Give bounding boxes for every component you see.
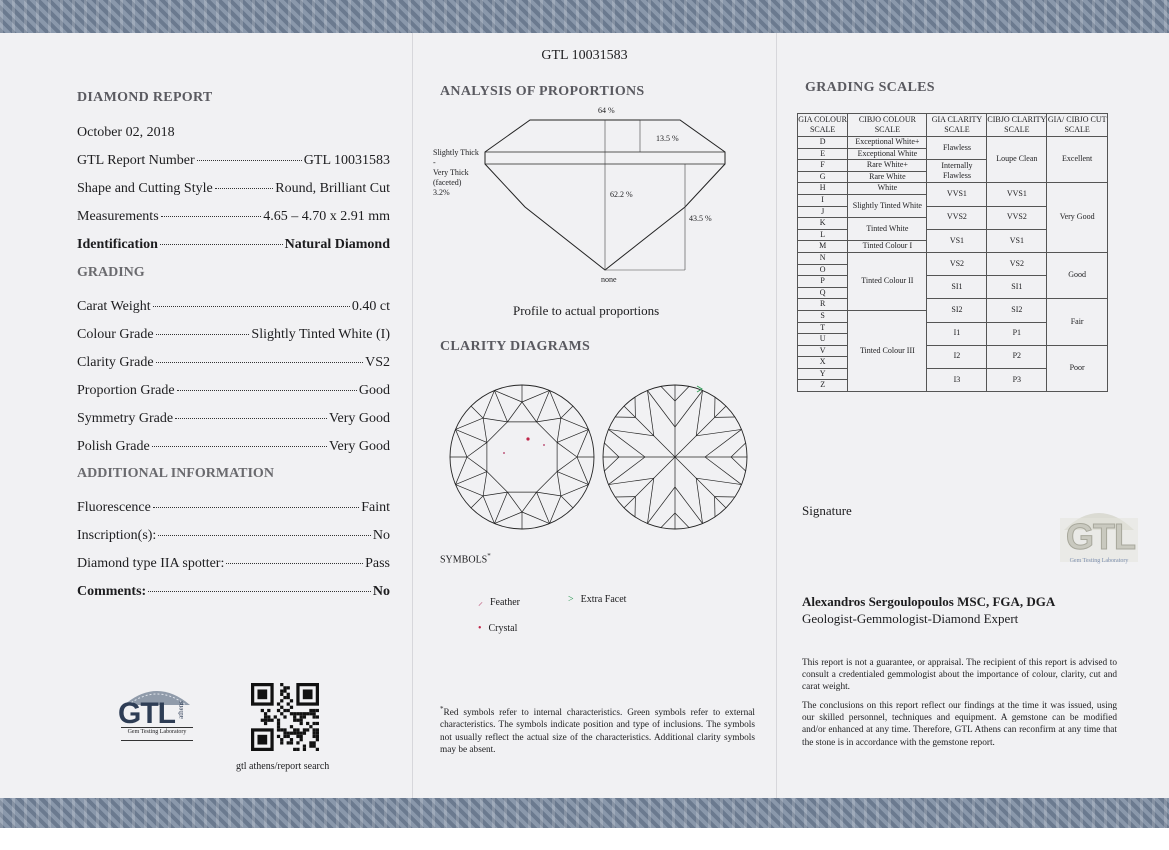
symbols-title	[440, 552, 491, 565]
detail-value: 4.65 – 4.70 x 2.91 mm	[263, 209, 390, 224]
analysis-of-proportions-title: ANALYSIS OF PROPORTIONS	[440, 84, 645, 99]
girdle-line: Slightly Thick	[433, 148, 479, 157]
leader-dots	[158, 535, 371, 536]
gtl-logo-tagline: Gem Testing Laboratory	[127, 729, 187, 735]
cibjo-clarity-cell: VVS2	[987, 206, 1047, 229]
detail-label: Colour Grade	[77, 327, 154, 342]
girdle-description	[433, 148, 479, 198]
cibjo-colour-cell: Exceptional White	[848, 148, 927, 160]
gia-colour-cell: Q	[798, 287, 848, 299]
detail-value: 0.40 ct	[351, 299, 390, 314]
symbols-asterisk: *	[487, 552, 491, 560]
crown-percentage: 13.5 %	[656, 134, 679, 143]
cibjo-clarity-cell: P3	[987, 368, 1047, 391]
diamond-report-title: DIAMOND REPORT	[77, 90, 213, 105]
symbol-legend-item	[478, 594, 520, 608]
gia-clarity-cell: VVS1	[927, 183, 987, 206]
detail-value: Pass	[365, 556, 390, 571]
seal-text: GTL	[1066, 516, 1135, 557]
detail-row	[77, 383, 390, 399]
girdle-line: Very Thick	[433, 168, 469, 177]
detail-label: Carat Weight	[77, 299, 151, 314]
gia-colour-cell: N	[798, 252, 848, 264]
cibjo-colour-cell: Rare White	[848, 171, 927, 183]
cibjo-clarity-cell: Loupe Clean	[987, 137, 1047, 183]
detail-row	[77, 528, 390, 544]
gia-colour-cell: G	[798, 171, 848, 183]
symbol-name: Crystal	[488, 623, 518, 634]
gia-clarity-cell: I1	[927, 322, 987, 345]
disclaimer-paragraph-1: This report is not a guarantee, or appraisal. The recipient of this report is advised to consult a credentialed gemmologist about the importance of colour, clarity, cut and carat weight.	[802, 658, 1117, 693]
detail-row	[77, 500, 390, 516]
gia-colour-cell: O	[798, 264, 848, 276]
cut-grade-cell: Good	[1047, 252, 1108, 298]
detail-value: GTL 10031583	[303, 153, 390, 168]
total-depth-percentage: 43.5 %	[689, 214, 712, 223]
crown-view-svg	[448, 383, 596, 531]
leader-dots	[160, 244, 283, 245]
gtl-logo-text: GTL	[118, 697, 175, 730]
detail-label: Shape and Cutting Style	[77, 181, 213, 196]
cut-grade-cell: Very Good	[1047, 183, 1108, 253]
gia-clarity-cell: VS2	[927, 252, 987, 275]
gtl-seal-hologram	[1058, 500, 1140, 568]
proportions-diagram	[430, 102, 730, 282]
cibjo-colour-cell: Tinted Colour I	[848, 241, 927, 253]
gia-colour-cell: H	[798, 183, 848, 195]
gia-clarity-cell: Flawless	[927, 137, 987, 160]
detail-row	[77, 209, 390, 225]
gia-colour-cell: L	[798, 229, 848, 241]
scale-header: GIA/ CIBJO CUT SCALE	[1047, 114, 1108, 137]
gtl-logo	[118, 683, 196, 747]
gia-clarity-cell: I2	[927, 345, 987, 368]
girdle-line: (faceted)	[433, 178, 462, 187]
leader-dots	[156, 334, 250, 335]
detail-row	[77, 355, 390, 371]
symbol-name: Feather	[490, 597, 520, 608]
gia-clarity-cell: I3	[927, 368, 987, 391]
cibjo-clarity-cell: VVS1	[987, 183, 1047, 206]
gia-colour-cell: S	[798, 310, 848, 322]
cibjo-clarity-cell: VS1	[987, 229, 1047, 252]
report-date: October 02, 2018	[77, 125, 175, 140]
cibjo-colour-cell: Tinted Colour III	[848, 310, 927, 391]
grading-section-title: GRADING	[77, 265, 145, 280]
cibjo-colour-cell: White	[848, 183, 927, 195]
additional-info-section-title: ADDITIONAL INFORMATION	[77, 466, 274, 481]
gia-colour-cell: R	[798, 299, 848, 311]
detail-value: No	[372, 584, 390, 599]
symbol-name: Extra Facet	[580, 594, 627, 605]
detail-value: Round, Brilliant Cut	[275, 181, 390, 196]
report-number-header: GTL 10031583	[541, 48, 628, 63]
detail-label: Clarity Grade	[77, 355, 154, 370]
page-bottom-margin	[0, 828, 1169, 850]
cut-grade-cell: Fair	[1047, 299, 1108, 345]
symbol-legend-item	[478, 623, 517, 634]
scale-header: CIBJO CLARITY SCALE	[987, 114, 1047, 137]
table-percentage: 64 %	[598, 106, 615, 115]
gia-colour-cell: D	[798, 137, 848, 149]
gtl-logo-athens: athens	[177, 701, 185, 719]
gia-colour-cell: P	[798, 276, 848, 288]
footnote-asterisk: *	[440, 705, 444, 713]
signer-title: Geologist-Gemmologist-Diamond Expert	[802, 611, 1019, 626]
detail-label: Polish Grade	[77, 439, 150, 454]
symbol-mark: >	[568, 594, 574, 605]
leader-dots	[215, 188, 274, 189]
cibjo-clarity-cell: SI2	[987, 299, 1047, 322]
cibjo-clarity-cell: SI1	[987, 276, 1047, 299]
detail-label: Measurements	[77, 209, 159, 224]
symbols-title-text: SYMBOLS	[440, 554, 488, 566]
qr-code[interactable]	[251, 683, 319, 751]
cut-grade-cell: Excellent	[1047, 137, 1108, 183]
gia-colour-cell: E	[798, 148, 848, 160]
decorative-bottom-band	[0, 798, 1169, 828]
gia-clarity-cell: SI1	[927, 276, 987, 299]
scale-header: GIA COLOUR SCALE	[798, 114, 848, 137]
detail-value: Very Good	[328, 411, 390, 426]
detail-value: Slightly Tinted White (I)	[251, 327, 390, 342]
grading-scales-title: GRADING SCALES	[805, 80, 935, 95]
qr-caption: gtl athens/report search	[236, 761, 330, 772]
cibjo-clarity-cell: VS2	[987, 252, 1047, 275]
gia-colour-cell: T	[798, 322, 848, 334]
leader-dots	[161, 216, 262, 217]
detail-row	[77, 556, 390, 572]
detail-value: Natural Diamond	[284, 237, 390, 252]
gia-colour-cell: F	[798, 160, 848, 172]
cibjo-colour-cell: Rare White+	[848, 160, 927, 172]
gia-colour-cell: X	[798, 357, 848, 369]
profile-caption: Profile to actual proportions	[513, 303, 660, 318]
detail-label: Identification	[77, 237, 158, 252]
disclaimer-paragraph-2: The conclusions on this report reflect our findings at the time it was issued, using our skilled personnel, techniques and equipment. A gemstone can be modified and/or enhanced at any time. Therefore, GTL Athens can reconfirm at any time that the stone is in accordance with the gemstone report.	[802, 701, 1117, 748]
cibjo-colour-cell: Tinted White	[848, 218, 927, 241]
detail-label: Diamond type IIA spotter:	[77, 556, 225, 571]
detail-label: Symmetry Grade	[77, 411, 174, 426]
grading-scales-table	[797, 113, 1108, 392]
leader-dots	[156, 362, 364, 363]
symbol-mark: ⸝	[478, 597, 483, 608]
leader-dots	[152, 446, 327, 447]
gia-clarity-cell: SI2	[927, 299, 987, 322]
culet-label: none	[601, 275, 617, 284]
detail-value: Good	[358, 383, 390, 398]
detail-value: Very Good	[328, 439, 390, 454]
gia-colour-cell: U	[798, 334, 848, 346]
leader-dots	[153, 306, 350, 307]
detail-value: Faint	[361, 500, 390, 515]
gia-colour-cell: Y	[798, 368, 848, 380]
detail-label: Fluorescence	[77, 500, 151, 515]
detail-row	[77, 439, 390, 455]
detail-value: VS2	[365, 355, 390, 370]
detail-row	[77, 327, 390, 343]
scale-header: GIA CLARITY SCALE	[927, 114, 987, 137]
cibjo-clarity-cell: P1	[987, 322, 1047, 345]
detail-label: GTL Report Number	[77, 153, 195, 168]
detail-label: Proportion Grade	[77, 383, 175, 398]
qr-code-graphic	[251, 683, 319, 751]
girdle-line: -	[433, 158, 436, 167]
clarity-diagrams-title: CLARITY DIAGRAMS	[440, 339, 591, 354]
cibjo-colour-cell: Tinted Colour II	[848, 252, 927, 310]
detail-label: Comments:	[77, 584, 147, 599]
gia-colour-cell: Z	[798, 380, 848, 392]
gia-colour-cell: J	[798, 206, 848, 218]
symbol-mark: •	[478, 623, 482, 634]
leader-dots	[148, 591, 371, 592]
fold-line-right	[776, 33, 777, 798]
cibjo-colour-cell: Exceptional White+	[848, 137, 927, 149]
detail-row	[77, 584, 390, 600]
detail-row	[77, 411, 390, 427]
cibjo-colour-cell: Slightly Tinted White	[848, 194, 927, 217]
symbol-legend-item	[568, 594, 626, 605]
clarity-diagram-crown	[448, 383, 596, 531]
footnote-text: Red symbols refer to internal characteristics. Green symbols refer to external characteristics. The symbols indicate position and type of inclusions. The symbols not usually reflect the actual size of the characteristics. Additional clarity symbols may be absent.	[440, 708, 755, 755]
signature-label: Signature	[802, 503, 852, 518]
pavilion-percentage: 62.2 %	[610, 190, 633, 199]
gia-colour-cell: I	[798, 194, 848, 206]
girdle-line: 3.2%	[433, 188, 450, 197]
seal-subtext: Gem Testing Laboratory	[1069, 558, 1129, 564]
gia-clarity-cell: VS1	[927, 229, 987, 252]
detail-value: No	[372, 528, 390, 543]
signer-name: Alexandros Sergoulopoulos MSC, FGA, DGA	[802, 594, 1056, 609]
gia-colour-cell: K	[798, 218, 848, 230]
detail-row	[77, 153, 390, 169]
clarity-diagram-pavilion	[601, 383, 749, 531]
gia-clarity-cell: VVS2	[927, 206, 987, 229]
scale-header: CIBJO COLOUR SCALE	[848, 114, 927, 137]
decorative-top-band	[0, 0, 1169, 33]
gia-colour-cell: M	[798, 241, 848, 253]
leader-dots	[197, 160, 302, 161]
detail-row	[77, 299, 390, 315]
cibjo-clarity-cell: P2	[987, 345, 1047, 368]
leader-dots	[153, 507, 359, 508]
cut-grade-cell: Poor	[1047, 345, 1108, 391]
gia-colour-cell: V	[798, 345, 848, 357]
fold-line-left	[412, 33, 413, 798]
pavilion-view-svg	[601, 383, 749, 531]
leader-dots	[177, 390, 357, 391]
detail-row	[77, 237, 390, 253]
leader-dots	[175, 418, 327, 419]
detail-label: Inscription(s):	[77, 528, 157, 543]
leader-dots	[226, 563, 363, 564]
symbols-footnote	[440, 703, 755, 756]
gia-clarity-cell: Internally Flawless	[927, 160, 987, 183]
detail-row	[77, 181, 390, 197]
